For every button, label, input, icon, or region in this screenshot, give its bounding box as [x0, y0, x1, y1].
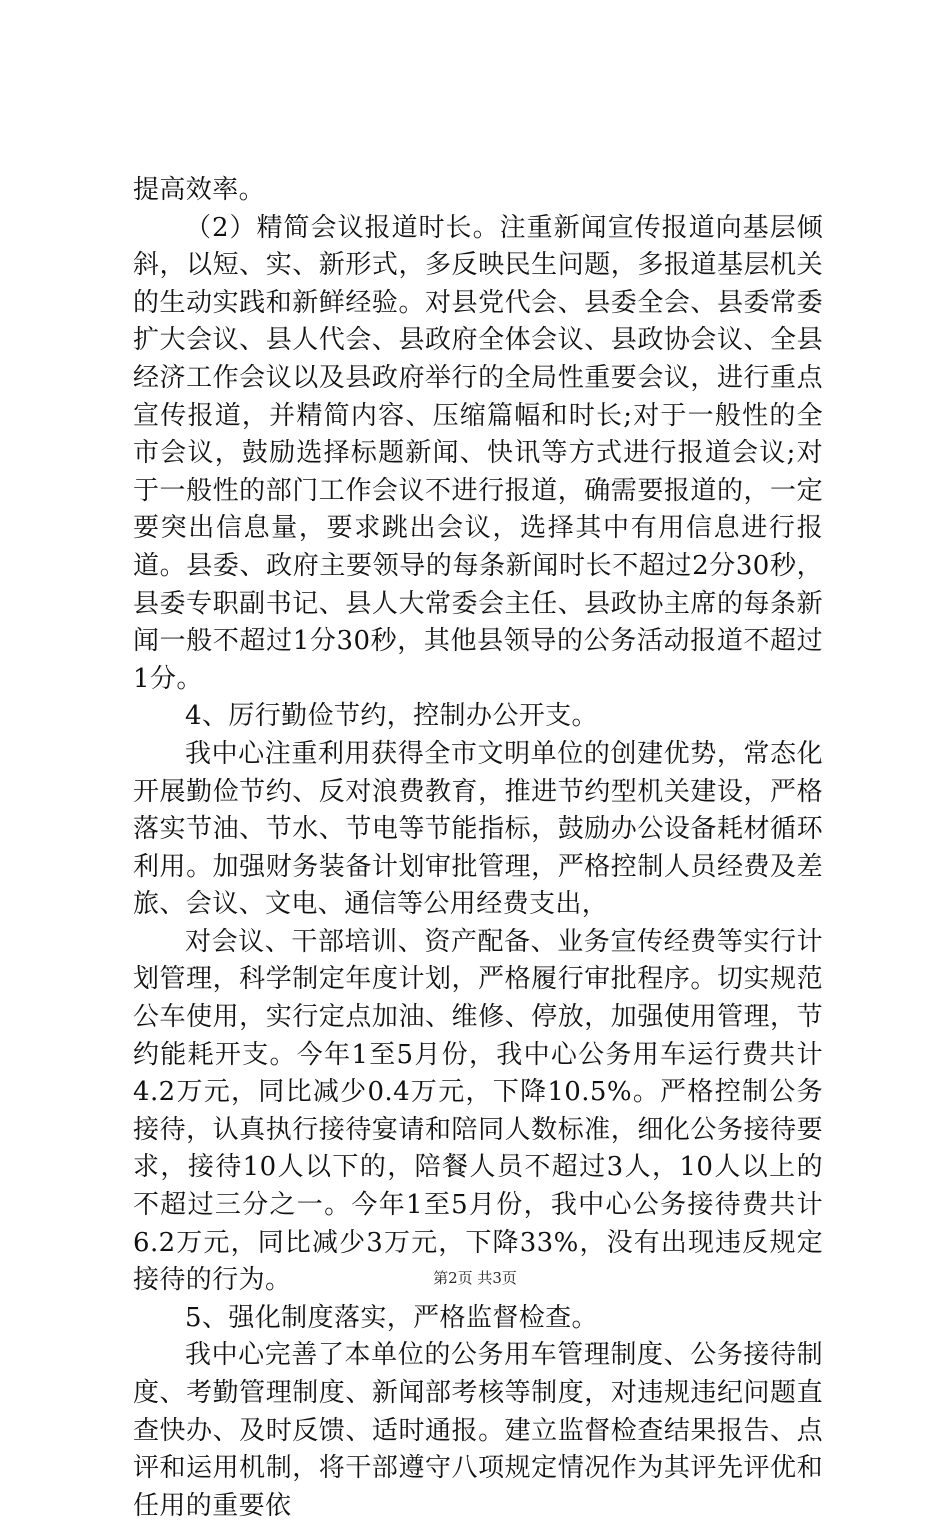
paragraph-frugality: 我中心注重利用获得全市文明单位的创建优势，常态化开展勤俭节约、反对浪费教育，推进节约型机关建设，严格落实节油、节水、节电等节能指标，鼓励办公设备耗材循环利用。加强财务装备计划审批管理，严格控制人员经费及差旅、会议、文电、通信等公用经费支出， — [133, 738, 823, 920]
paragraph-expense-management: 对会议、干部培训、资产配备、业务宣传经费等实行计划管理，科学制定年度计划，严格履行审批程序。切实规范公车使用，实行定点加油、维修、停放，加强使用管理，节约能耗开支。今年1至5月份，我中心公务用车运行费共计4.2万元，同比减少0.4万元，下降10.5%。严格控制公务接待，认真执行接待宴请和陪同人数标准，细化公务接待要求，接待10人以下的，陪餐人员不超过3人，10人以上的不超过三分之一。今年1至5月份，我中心公务接待费共计6.2万元，同比减少3万元，下降33%，没有出现违反规定接待的行为。 — [133, 926, 823, 1296]
paragraph-meeting-report: （2）精简会议报道时长。注重新闻宣传报道向基层倾斜，以短、实、新形式，多反映民生问题，多报道基层机关的生动实践和新鲜经验。对县党代会、县委全会、县委常委扩大会议、县人代会、县政府全体会议、县政协会议、全县经济工作会议以及县政府举行的全局性重要会议，进行重点宣传报道，并精简内容、压缩篇幅和时长;对于一般性的全市会议，鼓励选择标题新闻、快讯等方式进行报道会议;对于一般性的部门工作会议不进行报道，确需要报道的，一定要突出信息量，要求跳出会议，选择其中有用信息进行报道。县委、政府主要领导的每条新闻时长不超过2分30秒，县委专职副书记、县人大常委会主任、县政协主席的每条新闻一般不超过1分30秒，其他县领导的公务活动报道不超过1分。 — [133, 212, 823, 694]
paragraph-supervision: 我中心完善了本单位的公务用车管理制度、公务接待制度、考勤管理制度、新闻部考核等制度，对违规违纪问题直查快办、及时反馈、适时通报。建立监督检查结果报告、点评和运用机制，将干部遵守八项规定情况作为其评先评优和任用的重要依 — [133, 1340, 823, 1521]
section-heading-5: 5、强化制度落实，严格监督检查。 — [185, 1302, 598, 1333]
page-number-footer: 第2页 共3页 — [433, 1269, 517, 1287]
paragraph-continuation: 提高效率。 — [133, 175, 266, 205]
document-body — [133, 172, 823, 1525]
section-heading-4: 4、厉行勤俭节约，控制办公开支。 — [185, 701, 598, 732]
